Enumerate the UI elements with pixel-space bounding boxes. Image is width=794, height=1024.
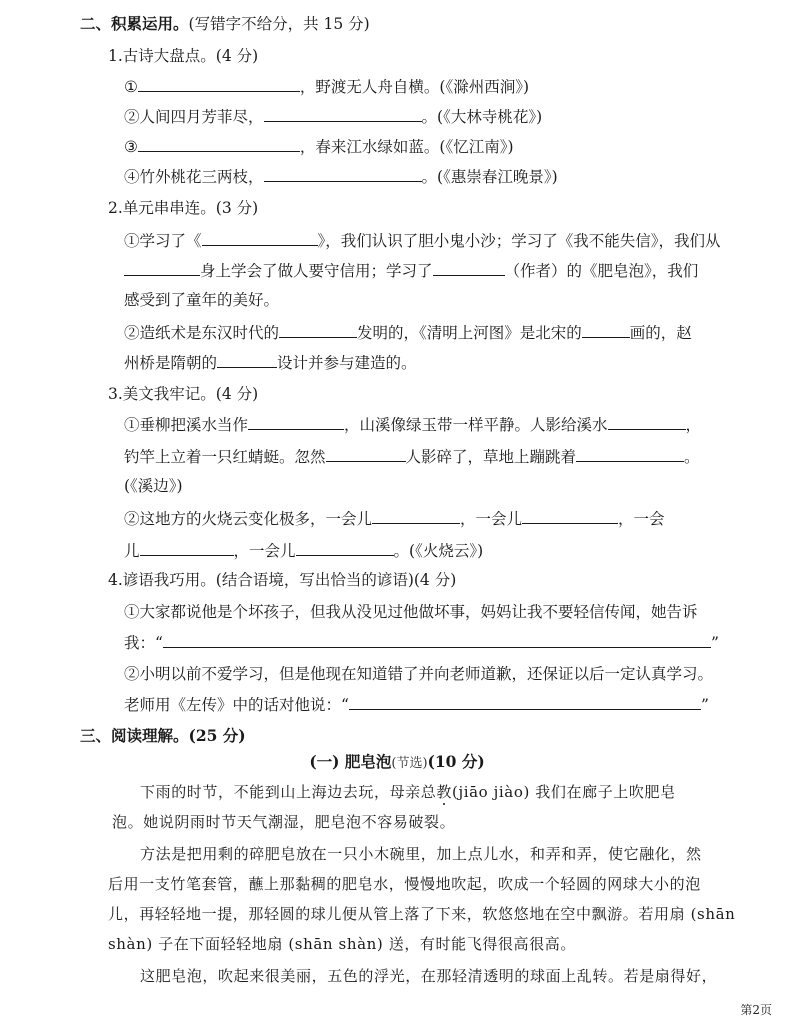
q2-line-5 [124,352,417,373]
q3-line-2-c: 。 [684,448,700,466]
answer-blank[interactable] [248,414,344,430]
q2-line-5-a: 州桥是隋朝的 [124,354,218,372]
q1-line-2-tail: 。(《大林寺桃花》) [421,108,543,126]
passage-line-1 [140,782,676,802]
answer-blank[interactable] [264,106,422,122]
q1-line-4 [124,166,558,187]
passage-line-4: 后用一支竹笔套管，蘸上那黏稠的肥皂水，慢慢地吹起，吹成一个轻圆的网球大小的泡 [108,875,701,893]
q3-line-4-a: ②这地方的火烧云变化极多，一会儿 [124,510,373,528]
passage-line-6: shàn) 子在下面轻轻地扇 (shān shàn) 送，有时能飞得很高很高。 [108,935,576,953]
q1-line-4-tail: 。(《惠崇春江晚景》) [421,168,558,186]
answer-blank[interactable] [608,414,686,430]
q3-line-1-c: ， [685,416,702,434]
q1-line-4-text: ④竹外桃花三两枝， [124,168,264,186]
q1-line-1 [124,76,529,97]
q1-line-3-text: ，春来江水绿如蓝。(《忆江南》) [299,138,514,156]
q3-line-2 [124,446,700,467]
q2-line-4-b: 发明的，《清明上河图》是北宋的 [357,324,582,342]
answer-blank[interactable] [576,446,684,462]
q4-line-2 [124,632,719,653]
q3-line-1-a: ①垂柳把溪水当作 [124,416,249,434]
q3-line-2-b: 人影碎了，草地上蹦跳着 [405,448,577,466]
answer-blank[interactable] [279,322,357,338]
q4-line-2-b: ” [710,634,719,652]
q1-line-2 [124,106,542,127]
q1-title: 1.古诗大盘点。(4 分) [108,47,259,65]
answer-blank[interactable] [433,260,505,276]
q4-line-4-a: 老师用《左传》中的话对他说：“ [124,696,349,714]
q3-line-2-a: 钓竿上立着一只红蜻蜓。忽然 [124,448,326,466]
answer-blank[interactable] [124,260,200,276]
answer-blank[interactable] [138,136,300,152]
q1-line-1-text: ，野渡无人舟自横。(《滁州西涧》) [299,78,530,96]
q2-line-1-b: 》，我们认识了胆小鬼小沙；学习了《我不能失信》，我们从 [317,232,721,250]
passage-line-3: 方法是把用剩的碎肥皂放在一只小木碗里，加上点儿水，和弄和弄，使它融化，然 [140,845,702,863]
answer-blank[interactable] [217,352,277,368]
q3-line-4 [124,508,665,529]
answer-blank[interactable] [264,166,422,182]
answer-blank[interactable] [522,508,618,524]
section-2-title: 二、积累运用。 [80,14,189,33]
answer-blank[interactable] [326,446,406,462]
q4-line-4-b: ” [700,696,709,714]
passage-line-1-a: 下雨的时节，不能到山上海边去玩，母亲总 [140,783,437,801]
q2-line-4 [124,322,692,343]
q1-line-2-text: ②人间四月芳菲尽， [124,108,264,126]
q2-line-4-c: 画的，赵 [629,324,692,342]
section-2-heading [80,14,370,34]
q3-title: 3.美文我牢记。(4 分) [108,385,259,403]
q4-title: 4.谚语我巧用。(结合语境，写出恰当的谚语)(4 分) [108,571,457,589]
answer-blank[interactable] [202,230,318,246]
q1-line-3 [124,136,514,157]
q2-line-2-a: 身上学会了做人要守信用；学习了 [200,262,433,280]
q3-line-1 [124,414,701,435]
q2-line-2 [124,260,698,281]
q2-line-1-a: ①学习了《 [124,232,202,250]
q3-line-4-c: ，一会 [618,510,665,528]
answer-blank[interactable] [349,694,701,710]
answer-blank[interactable] [163,632,711,648]
section-3-title: 三、阅读理解。(25 分) [80,726,246,745]
q2-title: 2.单元串串连。(3 分) [108,199,259,217]
answer-blank[interactable] [296,540,394,556]
answer-blank[interactable] [582,322,630,338]
passage-line-7: 这肥皂泡，吹起来很美丽，五色的浮光，在那轻清透明的球面上乱转。若是扇得好， [140,967,718,985]
q2-line-3: 感受到了童年的美好。 [124,291,280,309]
q3-line-5-a: 儿 [124,542,140,560]
q4-line-4 [124,694,709,715]
passage-excerpt-note: (节选) [391,756,428,771]
q3-line-1-b: ，山溪像绿玉带一样平静。人影给溪水 [344,416,608,434]
q2-line-4-a: ②造纸术是东汉时代的 [124,324,280,342]
q1-line-3-num: ③ [124,138,138,156]
q4-line-3: ②小明以前不爱学习，但是他现在知道错了并向老师道歉，还保证以后一定认真学习。 [124,665,714,683]
answer-blank[interactable] [140,540,234,556]
q3-line-5-c: 。(《火烧云》) [393,542,484,560]
q2-line-5-b: 设计并参与建造的。 [277,354,417,372]
q3-line-5-b: ，一会儿 [233,542,296,560]
dotted-character: 教 [436,783,453,801]
q4-line-2-a: 我：“ [124,634,163,652]
q2-line-1 [124,230,721,251]
passage-line-5: 儿，再轻轻地一提，那轻圆的球儿便从管上落了下来，软悠悠地在空中飘游。若用扇 (shān [108,905,736,923]
passage-line-1-c: (jiāo jiào) 我们在廊子上吹肥皂 [452,783,676,801]
q4-line-1: ①大家都说他是个坏孩子，但我从没见过他做坏事，妈妈让我不要轻信传闻，她告诉 [124,603,698,621]
section-2-note: (写错字不给分，共 15 分) [188,15,370,33]
passage-line-2: 泡。她说阴雨时节天气潮湿，肥皂泡不容易破裂。 [112,813,456,831]
passage-title [0,752,794,774]
q3-line-4-b: ，一会儿 [460,510,523,528]
q3-line-3: (《溪边》) [124,477,183,495]
passage-points: (10 分) [427,752,485,771]
q2-line-2-b: （作者）的《肥皂泡》，我们 [504,262,699,280]
page-number: 第2页 [740,1003,772,1017]
q1-line-1-num: ① [124,78,138,96]
passage-title-text: (一) 肥皂泡 [309,752,392,771]
answer-blank[interactable] [372,508,460,524]
q3-line-5 [124,540,483,561]
answer-blank[interactable] [138,76,300,92]
